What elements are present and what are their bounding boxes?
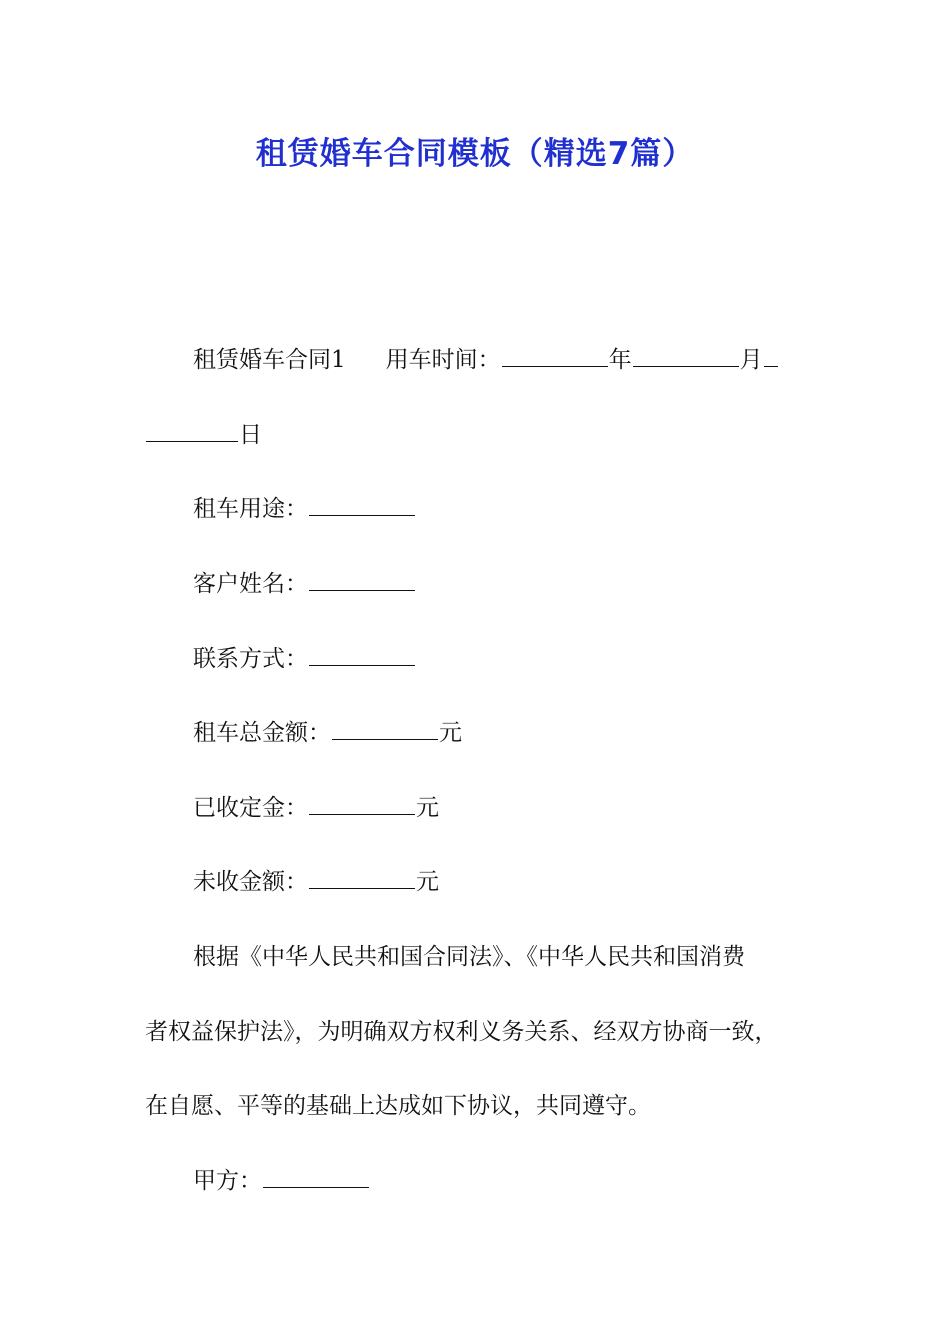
unpaid-line [193, 867, 439, 897]
purpose-line [193, 494, 416, 524]
party-a-label: 甲方： [193, 1168, 262, 1194]
day-line [145, 420, 262, 450]
unpaid-blank [309, 870, 415, 889]
month-blank [633, 348, 739, 367]
preamble-line-2: 者权益保护法》，为明确双方权利义务关系、经双方协商一致， [145, 1019, 778, 1045]
contact-line [193, 644, 416, 674]
purpose-label: 租车用途： [193, 496, 308, 522]
total-amount-line [193, 718, 462, 748]
document-title: 租赁婚车合同模板（精选7篇） [255, 136, 695, 172]
day-blank [146, 423, 238, 442]
day-label: 日 [239, 422, 262, 448]
customer-name-blank [309, 572, 415, 591]
party-a-line [193, 1166, 370, 1196]
customer-name-line [193, 569, 416, 599]
contact-label: 联系方式： [193, 646, 308, 672]
customer-name-label: 客户姓名： [193, 571, 308, 597]
deposit-blank [309, 796, 415, 815]
unpaid-label: 未收金额： [193, 869, 308, 895]
deposit-unit: 元 [416, 795, 439, 821]
month-label: 月 [739, 347, 763, 373]
deposit-line [193, 793, 439, 823]
use-time-label: 用车时间： [385, 347, 501, 373]
total-amount-blank [332, 721, 438, 740]
contact-blank [309, 647, 415, 666]
total-amount-label: 租车总金额： [193, 720, 331, 746]
purpose-blank [309, 497, 415, 516]
year-label: 年 [608, 347, 632, 373]
preamble-line-1: 根据《中华人民共和国合同法》、《中华人民共和国消费 [193, 944, 745, 970]
total-amount-unit: 元 [439, 720, 462, 746]
year-blank [502, 348, 608, 367]
preamble-line-3: 在自愿、平等的基础上达成如下协议，共同遵守。 [145, 1093, 651, 1119]
contract-heading: 租赁婚车合同1 [193, 347, 346, 373]
use-time-line [193, 345, 779, 375]
party-a-blank [263, 1169, 369, 1188]
unpaid-unit: 元 [416, 869, 439, 895]
day-blank-start [764, 348, 778, 367]
deposit-label: 已收定金： [193, 795, 308, 821]
